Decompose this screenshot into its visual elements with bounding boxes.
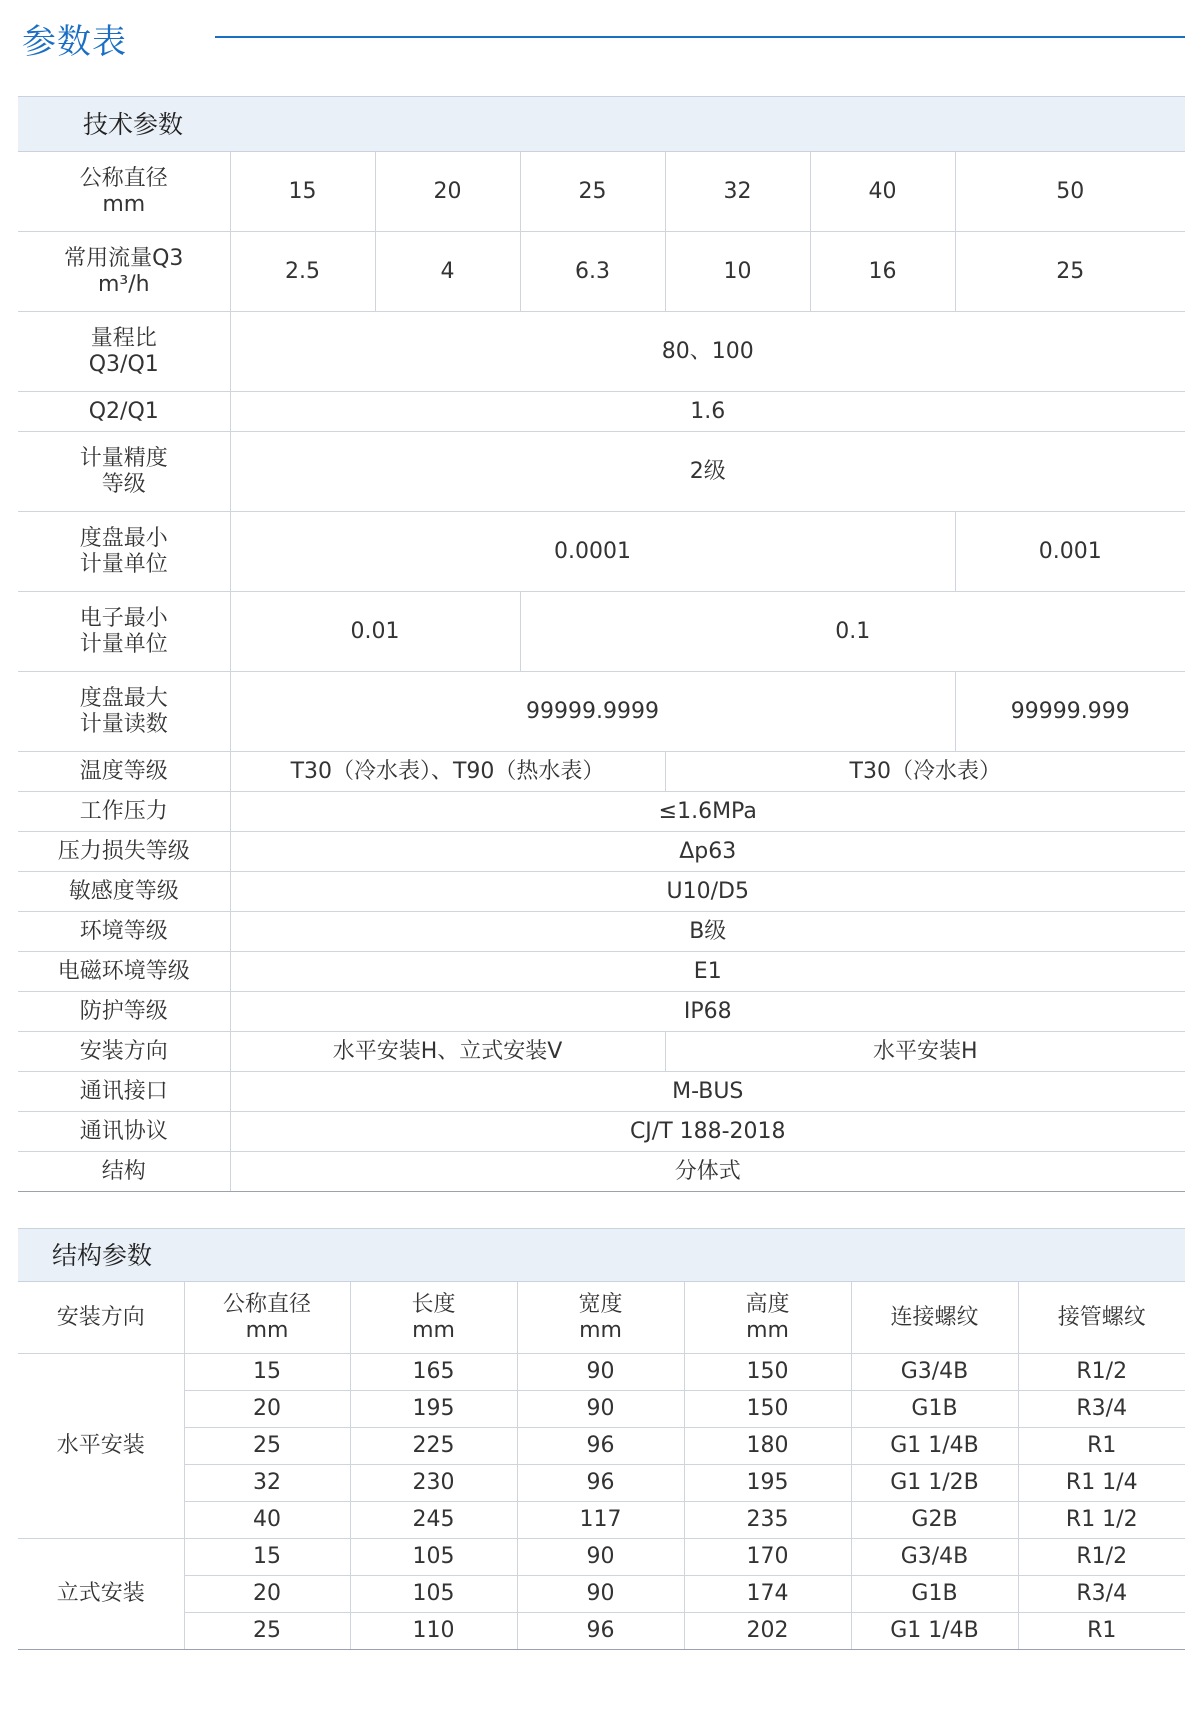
table-header-row — [18, 1282, 1185, 1354]
table-row — [18, 392, 1185, 432]
table-cell: CJ/T 188-2018 — [230, 1112, 1185, 1152]
table-cell: 235 — [684, 1502, 851, 1539]
table-cell: G2B — [851, 1502, 1018, 1539]
table-cell: G3/4B — [851, 1354, 1018, 1391]
table-cell: 202 — [684, 1613, 851, 1650]
column-header: 连接螺纹 — [851, 1282, 1018, 1354]
table-cell: 90 — [517, 1539, 684, 1576]
table-cell: 96 — [517, 1428, 684, 1465]
page-title: 参数表 — [22, 22, 127, 62]
table-row — [18, 1465, 1185, 1502]
table-row — [18, 312, 1185, 392]
row-label-pressure: 工作压力 — [18, 792, 230, 832]
table-cell: 水平安装H — [665, 1032, 1185, 1072]
table-cell: G3/4B — [851, 1539, 1018, 1576]
table-cell: R3/4 — [1018, 1391, 1185, 1428]
table-cell: R1/2 — [1018, 1354, 1185, 1391]
tech-params-table — [18, 152, 1185, 1192]
row-label-temp: 温度等级 — [18, 752, 230, 792]
table-cell: G1 1/2B — [851, 1465, 1018, 1502]
table-cell: 99999.9999 — [230, 672, 955, 752]
table-cell: 水平安装H、立式安装V — [230, 1032, 665, 1072]
table-cell: M-BUS — [230, 1072, 1185, 1112]
table-cell: 15 — [230, 152, 375, 232]
column-header: 宽度 mm — [517, 1282, 684, 1354]
table-cell: 2.5 — [230, 232, 375, 312]
table-cell: R1 1/2 — [1018, 1502, 1185, 1539]
row-label-dn: 公称直径 mm — [18, 152, 230, 232]
table-cell: G1B — [851, 1391, 1018, 1428]
table-cell: 16 — [810, 232, 955, 312]
row-label-sensitivity: 敏感度等级 — [18, 872, 230, 912]
table-cell: R1 — [1018, 1428, 1185, 1465]
table-cell: 40 — [810, 152, 955, 232]
table-cell: 96 — [517, 1465, 684, 1502]
table-row — [18, 152, 1185, 232]
table-cell: R3/4 — [1018, 1576, 1185, 1613]
row-label-dial-max: 度盘最大 计量读数 — [18, 672, 230, 752]
table-cell: 32 — [665, 152, 810, 232]
table-row — [18, 912, 1185, 952]
table-cell: ≤1.6MPa — [230, 792, 1185, 832]
table-cell: 165 — [350, 1354, 517, 1391]
table-cell: 105 — [350, 1539, 517, 1576]
table-row — [18, 792, 1185, 832]
table-row — [18, 1112, 1185, 1152]
table-row — [18, 1354, 1185, 1391]
row-label-structure: 结构 — [18, 1152, 230, 1192]
column-header: 公称直径 mm — [184, 1282, 350, 1354]
table-row — [18, 752, 1185, 792]
table-cell: 150 — [684, 1354, 851, 1391]
table-cell: 245 — [350, 1502, 517, 1539]
table-cell: 15 — [184, 1354, 350, 1391]
row-label-loss: 压力损失等级 — [18, 832, 230, 872]
table-cell: 99999.999 — [955, 672, 1185, 752]
column-header: 安装方向 — [18, 1282, 184, 1354]
struct-params-header: 结构参数 — [18, 1228, 1185, 1282]
table-cell: 170 — [684, 1539, 851, 1576]
table-row — [18, 832, 1185, 872]
table-cell: 80、100 — [230, 312, 1185, 392]
table-cell: E1 — [230, 952, 1185, 992]
row-label-env: 环境等级 — [18, 912, 230, 952]
table-cell: 1.6 — [230, 392, 1185, 432]
table-cell: 105 — [350, 1576, 517, 1613]
table-cell: 0.001 — [955, 512, 1185, 592]
column-header: 接管螺纹 — [1018, 1282, 1185, 1354]
table-cell: 2级 — [230, 432, 1185, 512]
table-cell: 110 — [350, 1613, 517, 1650]
row-label-protocol: 通讯协议 — [18, 1112, 230, 1152]
table-row — [18, 592, 1185, 672]
table-cell: 90 — [517, 1354, 684, 1391]
table-cell: R1 1/4 — [1018, 1465, 1185, 1502]
table-cell: U10/D5 — [230, 872, 1185, 912]
table-cell: 174 — [684, 1576, 851, 1613]
table-cell: 50 — [955, 152, 1185, 232]
row-label-q3: 常用流量Q3 m³/h — [18, 232, 230, 312]
table-cell: 90 — [517, 1576, 684, 1613]
row-label-ip: 防护等级 — [18, 992, 230, 1032]
table-cell: 0.01 — [230, 592, 520, 672]
table-row — [18, 1428, 1185, 1465]
table-row — [18, 1072, 1185, 1112]
table-cell: 40 — [184, 1502, 350, 1539]
table-cell: 10 — [665, 232, 810, 312]
table-cell: 20 — [184, 1391, 350, 1428]
table-row — [18, 232, 1185, 312]
table-cell: T30（冷水表） — [665, 752, 1185, 792]
table-cell: 6.3 — [520, 232, 665, 312]
row-label-dial-min: 度盘最小 计量单位 — [18, 512, 230, 592]
table-cell: R1/2 — [1018, 1539, 1185, 1576]
table-cell: 96 — [517, 1613, 684, 1650]
table-row — [18, 1032, 1185, 1072]
table-cell: 25 — [184, 1613, 350, 1650]
table-cell: Δp63 — [230, 832, 1185, 872]
table-row — [18, 672, 1185, 752]
table-cell: 90 — [517, 1391, 684, 1428]
row-label-accuracy: 计量精度 等级 — [18, 432, 230, 512]
table-cell: 25 — [520, 152, 665, 232]
table-cell: 20 — [184, 1576, 350, 1613]
table-row — [18, 872, 1185, 912]
table-row — [18, 1613, 1185, 1650]
row-label-install: 安装方向 — [18, 1032, 230, 1072]
table-cell: 230 — [350, 1465, 517, 1502]
table-cell: G1B — [851, 1576, 1018, 1613]
table-cell: 0.1 — [520, 592, 1185, 672]
table-cell: 分体式 — [230, 1152, 1185, 1192]
table-cell: 117 — [517, 1502, 684, 1539]
table-cell: 225 — [350, 1428, 517, 1465]
tech-params-header: 技术参数 — [18, 96, 1185, 152]
column-header: 长度 mm — [350, 1282, 517, 1354]
table-cell: B级 — [230, 912, 1185, 952]
row-label-interface: 通讯接口 — [18, 1072, 230, 1112]
table-cell: 32 — [184, 1465, 350, 1502]
group-label: 立式安装 — [18, 1539, 184, 1650]
table-row — [18, 1391, 1185, 1428]
table-cell: 25 — [184, 1428, 350, 1465]
row-label-ratio: 量程比 Q3/Q1 — [18, 312, 230, 392]
row-label-elec-min: 电子最小 计量单位 — [18, 592, 230, 672]
table-cell: 195 — [350, 1391, 517, 1428]
table-row — [18, 952, 1185, 992]
table-cell: 195 — [684, 1465, 851, 1502]
table-cell: 20 — [375, 152, 520, 232]
table-row — [18, 992, 1185, 1032]
table-row — [18, 1152, 1185, 1192]
table-row — [18, 1502, 1185, 1539]
table-cell: G1 1/4B — [851, 1428, 1018, 1465]
table-cell: 180 — [684, 1428, 851, 1465]
table-cell: IP68 — [230, 992, 1185, 1032]
table-cell: G1 1/4B — [851, 1613, 1018, 1650]
row-label-q2q1: Q2/Q1 — [18, 392, 230, 432]
table-cell: 25 — [955, 232, 1185, 312]
struct-params-table — [18, 1282, 1185, 1650]
column-header: 高度 mm — [684, 1282, 851, 1354]
row-label-emc: 电磁环境等级 — [18, 952, 230, 992]
table-cell: R1 — [1018, 1613, 1185, 1650]
group-label: 水平安装 — [18, 1354, 184, 1539]
table-row — [18, 512, 1185, 592]
table-row — [18, 432, 1185, 512]
table-row — [18, 1576, 1185, 1613]
table-cell: T30（冷水表）、T90（热水表） — [230, 752, 665, 792]
table-cell: 15 — [184, 1539, 350, 1576]
table-cell: 4 — [375, 232, 520, 312]
table-row — [18, 1539, 1185, 1576]
title-divider — [215, 36, 1185, 38]
table-cell: 0.0001 — [230, 512, 955, 592]
table-cell: 150 — [684, 1391, 851, 1428]
